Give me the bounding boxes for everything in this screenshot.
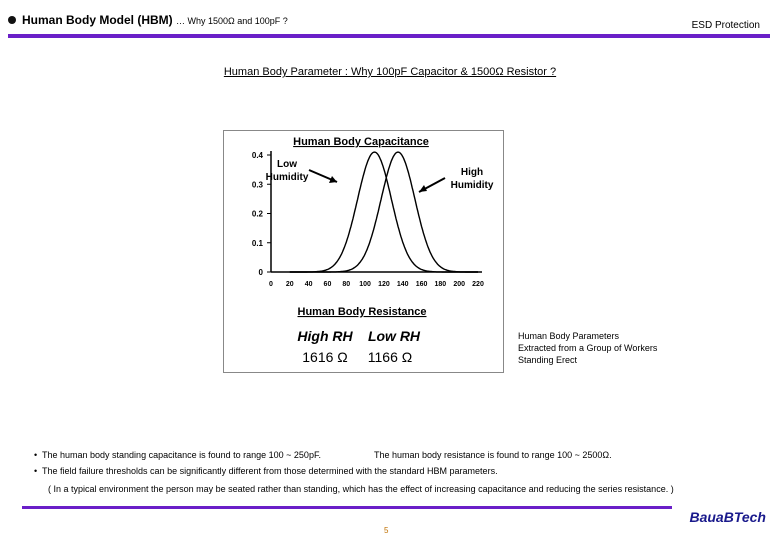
bullet-icon: • [34,450,38,460]
title-bullet-icon [8,16,16,24]
x-tick-label: 180 [434,281,447,288]
caption-line: Extracted from a Group of Workers [518,343,658,353]
slide-title [22,13,288,27]
header-divider [8,34,770,38]
annotation-high-line2: Humidity [450,180,494,191]
company-logo: BauaBTech [689,509,766,525]
y-tick-label: 0.1 [251,238,263,248]
bullet-text-resistance: The human body resistance is found to range 100 ~ 2500Ω. [374,450,612,460]
slide-title-suffix: … Why 1500Ω and 100pF ? [176,16,288,26]
slide-title-main: Human Body Model (HBM) [22,13,173,27]
x-tick-label: 160 [415,281,428,288]
chart-title: Human Body Capacitance [293,136,429,148]
resistance-value-high: 1616 Ω [302,349,348,365]
y-tick-label: 0.3 [251,180,263,190]
annotation-low-line1: Low [277,159,297,170]
x-tick-label: 80 [342,281,351,288]
bullet-text-thresholds: The field failure thresholds can be significantly different from those determined with the standard HBM parameters. [42,466,498,476]
annotation-low-line2: Humidity [265,172,309,183]
bullet-item [34,466,498,476]
x-tick-label: 200 [453,281,466,288]
footer-divider [22,506,672,509]
figure-caption [518,330,657,366]
y-tick-label: 0 [258,268,263,277]
x-tick-label: 60 [323,281,332,288]
x-tick-label: 120 [378,281,390,288]
bullet-icon: • [34,466,38,476]
resistance-value-low: 1166 Ω [367,349,413,365]
x-tick-label: 220 [472,281,484,288]
slide-subtitle: Human Body Parameter : Why 100pF Capacitor & 1500Ω Resistor ? [223,66,557,78]
annotation-high-line1: High [460,167,484,178]
page-number: 5 [384,526,389,535]
resistance-title: Human Body Resistance [297,306,427,318]
bullet-item [34,450,321,460]
resistance-header-low: Low RH [367,328,421,344]
x-tick-label: 100 [359,281,371,288]
y-tick-label: 0.4 [251,151,263,160]
caption-line: Standing Erect [518,355,578,365]
y-tick-label: 0.2 [251,209,263,219]
section-label: ESD Protection [691,20,760,31]
figure-panel [223,130,504,373]
note-text: ( In a typical environment the person may be seated rather than standing, which has the effect of increasing capacitance and reducing the series resistance. ) [48,484,674,494]
x-tick-label: 20 [285,281,294,288]
x-tick-label: 40 [304,281,313,288]
x-tick-label: 0 [269,281,273,288]
caption-line: Human Body Parameters [518,331,620,341]
bullet-text-capacitance: The human body standing capacitance is found to range 100 ~ 250pF. [42,450,321,460]
resistance-header-high: High RH [297,328,353,344]
x-tick-label: 140 [396,281,409,288]
